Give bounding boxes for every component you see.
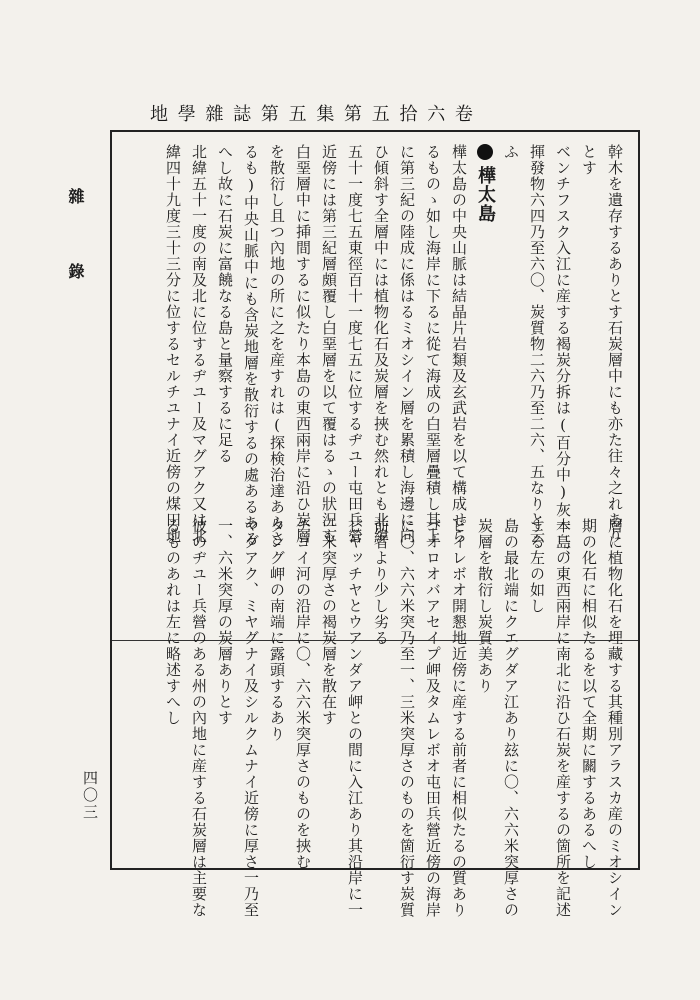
text-line: ゴオロオバアセイプ岬及タムレボオ屯田兵營近傍の海岸 <box>424 518 442 918</box>
text-line: ベンチフスク入江に産する褐炭分拆は(百分中)灰一三、 <box>554 144 572 566</box>
text-line: へし故に石炭に富饒なる島と量察するに足る <box>216 144 234 464</box>
text-line: ひ傾斜す全層中には植物化石及炭層を挾む然れとも北緯 <box>372 144 390 544</box>
text-line: るものゝ如し海岸に下るに從て海成の白堊層疊積し其上 <box>424 144 442 544</box>
text-line: 近傍には第三紀層頗覆し白堊層を以て覆はるゝの狀況も <box>320 144 338 544</box>
text-line: に第三紀の陸成に係はるミオシイン層を累積し海邊に向 <box>398 144 416 544</box>
text-line: ピヤッチヤとウアンダア岬との間に入江あり其沿岸に一 <box>346 518 364 918</box>
text-line: 緯四十九度三十三分に位するセルチユナイ近傍の煤田地 <box>164 144 182 544</box>
page-number: 四〇三 <box>81 770 99 821</box>
section-category-label: 雜 錄 <box>66 188 85 299</box>
text-line: ピイレボオ開懇地近傍に産する前者に相似たるの質あり <box>450 518 468 918</box>
text-line: 島の最北端にクエグダア江あり玆に〇、六六米突厚さの <box>502 518 520 918</box>
text-line: 揮發物六四乃至六〇、炭質物二六乃至二六、五なりと云 <box>528 144 546 544</box>
text-line: チヨイ河の沿岸に〇、六六米突厚さのものを挾む <box>294 518 312 870</box>
text-line: るものあれは左に略述すへし <box>164 518 182 726</box>
text-line: とす <box>580 144 598 176</box>
text-line: 層に植物化石を埋藏する其種別アラスカ産のミオシイン <box>606 518 624 918</box>
text-line: に〇、六六米突乃至一、三米突厚さのものを箇衍す炭質 <box>398 518 416 918</box>
bullet-dot-icon <box>477 144 493 160</box>
text-line: 白堊層中に挿間するに似たり本島の東西兩岸に沿ひ炭層 <box>294 144 312 544</box>
section-heading <box>472 144 498 504</box>
text-line: 幹木を遺存するありとす石炭層中にも亦た往々之れあり <box>606 144 624 544</box>
lower-text-block <box>122 518 628 918</box>
text-line: 期の化石に相似たるを以て全期に關するあるへし <box>580 518 598 870</box>
text-line: 本島の東西兩岸に南北に沿ひ石炭を産するの箇所を記述 <box>554 518 572 918</box>
text-line: タング岬の南端に露頭するあり <box>268 518 286 742</box>
text-line: 炭層を散衍し炭質美あり <box>476 518 494 694</box>
text-frame <box>110 130 640 918</box>
text-line: るも)中央山脈中にも含炭地層を散衍するの處あるある <box>242 144 260 547</box>
text-line: 彼のヂユー兵營のある州の內地に産する石炭層は主要な <box>190 518 208 918</box>
text-line: 一、六米突厚の炭層ありとす <box>216 518 234 726</box>
text-line: 五十一度七五東徑百十一度七五に位するヂユー屯田兵營 <box>346 144 364 544</box>
text-line: 北緯五十一度の南及北に位するヂユー及マグアク又は北 <box>190 144 208 544</box>
text-line: する左の如し <box>528 518 546 614</box>
section-heading-text: 樺太島 <box>475 166 496 223</box>
journal-title: 地 學 雜 誌 第 五 集 第 五 拾 六 卷 <box>150 104 475 125</box>
text-line: マグアク、ミヤグナイ及シルクムナイ近傍に厚さ一乃至 <box>242 518 260 918</box>
text-line: を散衍し且つ內地の所に之を産すれは(探検治達あらさ <box>268 144 286 547</box>
text-line: 三米突厚さの褐炭層を散在す <box>320 518 338 726</box>
text-line: 樺太島の中央山脈は結晶片岩類及玄武岩を以て構成せら <box>450 144 468 544</box>
running-header <box>150 100 590 126</box>
text-line: 前者より少し劣る <box>372 518 390 646</box>
text-line: ふ <box>502 144 520 160</box>
